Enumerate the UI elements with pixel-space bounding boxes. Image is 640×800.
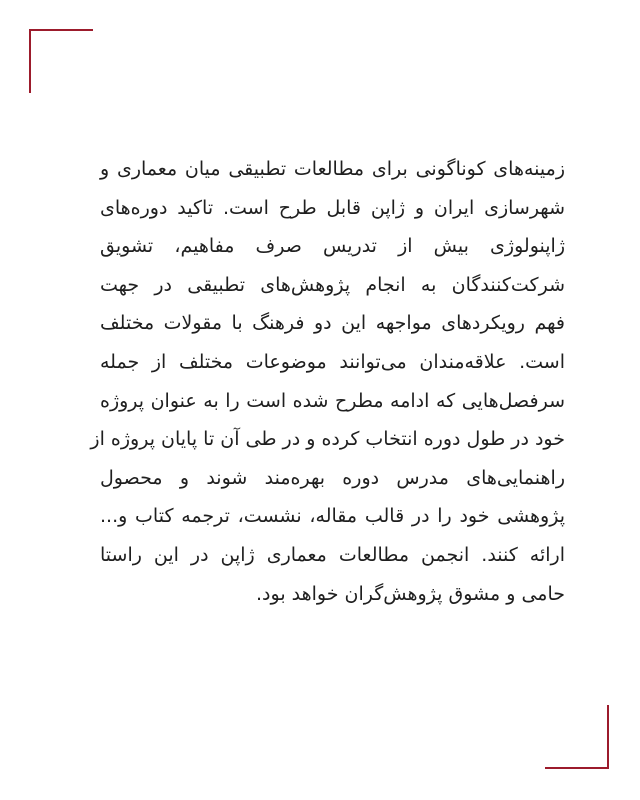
paragraph-line: شهرسازی ایران و ژاپن قابل طرح است. تاکید دوره‌های xyxy=(100,196,565,219)
paragraph-line: سرفصل‌هایی که ادامه مطرح شده است را به عنوان پروژه xyxy=(100,389,565,412)
body-paragraph xyxy=(90,150,565,613)
paragraph-line: پژوهشی خود را در قالب مقاله، نشست، ترجمه کتاب و... xyxy=(100,505,565,528)
corner-frame-top-left xyxy=(29,29,93,93)
paragraph-line: فهم رویکردهای مواجهه این دو فرهنگ با مقولات مختلف xyxy=(100,312,565,335)
paragraph-line: خود در طول دوره انتخاب کرده و در طی آن تا پایان پروژه از xyxy=(90,428,565,451)
paragraph-line: راهنمایی‌های مدرس دوره بهره‌مند شوند و محصول xyxy=(100,466,565,489)
paragraph-line: ژاپنولوژی بیش از تدریس صرف مفاهیم، تشویق xyxy=(100,235,565,258)
paragraph-line: شرکت‌کنندگان به انجام پژوهش‌های تطبیقی در جهت xyxy=(100,273,565,296)
paragraph-line: ارائه کنند. انجمن مطالعات معماری ژاپن در این راستا xyxy=(100,543,565,566)
corner-frame-bottom-right xyxy=(545,705,609,769)
paragraph-line: است. علاقه‌مندان می‌توانند موضوعات مختلف از جمله xyxy=(100,350,565,373)
paragraph-line: زمینه‌های کوناگونی برای مطالعات تطبیقی میان معماری و xyxy=(100,158,565,180)
paragraph-line: حامی و مشوق پژوهش‌گران خواهد بود. xyxy=(256,582,565,605)
